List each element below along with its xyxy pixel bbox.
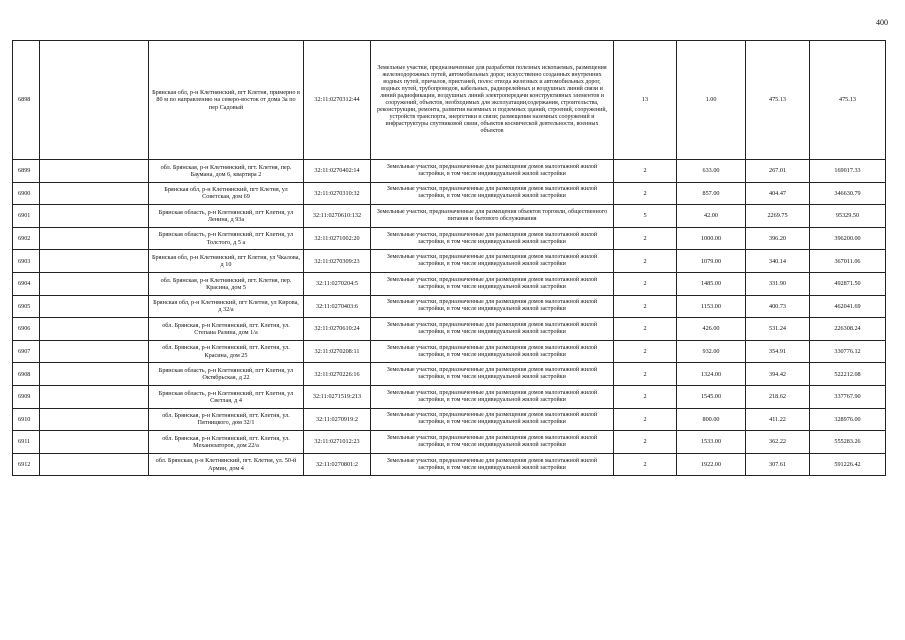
blank-cell <box>40 227 149 250</box>
cadastral-value-cell: 95329.50 <box>810 205 886 228</box>
land-use-cell: Земельные участки, предназначенные для разработки полезных ископаемых, размещения железнодорожных путей, автомобильных дорог, искусственно созданных внутренних водных путей, причалов, пристаней, полос отвода железных и автомобильных дорог, водных путей, трубопроводов, кабельных, радиорелейных и воздушных линий связи и линий радиофикации, воздушных линий электропередачи конструктивных элементов и сооружений, объектов, необходимых для эксплуатации,содержания, строительства, реконструкции, ремонта, развития наземных и подземных зданий, строений, сооружений, устройств транспорта, энергетики и связи; размещения наземных сооружений и инфраструктуры спутниковой связи, объектов космической деятельности, военных объектов <box>371 41 614 160</box>
row-number: 6902 <box>13 227 40 250</box>
land-use-cell: Земельные участки, предназначенные для размещения домов малоэтажной жилой застройки, в том числе индивидуальной жилой застройки <box>371 160 614 183</box>
group-cell: 2 <box>614 408 677 431</box>
address-cell: обл. Брянская, р-н Клетнянский, пгт. Клетня, ул. 50-й Армии, дом 4 <box>149 453 304 476</box>
row-number: 6912 <box>13 453 40 476</box>
table-row <box>13 363 886 386</box>
cadastral-number-cell: 32:11:0271012:23 <box>304 431 371 454</box>
group-cell: 2 <box>614 182 677 205</box>
row-number: 6909 <box>13 385 40 408</box>
land-use-cell: Земельные участки, предназначенные для размещения домов малоэтажной жилой застройки, в том числе индивидуальной жилой застройки <box>371 385 614 408</box>
group-cell: 2 <box>614 227 677 250</box>
table-row <box>13 431 886 454</box>
group-cell: 2 <box>614 431 677 454</box>
area-cell: 426.00 <box>677 318 746 341</box>
blank-cell <box>40 160 149 183</box>
address-cell: обл. Брянская, р-н Клетнянский, пгт. Клетня, ул. Механизаторов, дом 22/а <box>149 431 304 454</box>
cadastral-value-cell: 591226.42 <box>810 453 886 476</box>
cadastral-number-cell: 32:11:0270801:2 <box>304 453 371 476</box>
specific-value-cell: 411.22 <box>746 408 810 431</box>
specific-value-cell: 307.61 <box>746 453 810 476</box>
land-use-cell: Земельные участки, предназначенные для размещения домов малоэтажной жилой застройки, в том числе индивидуальной жилой застройки <box>371 272 614 295</box>
area-cell: 1.00 <box>677 41 746 160</box>
address-cell: Брянская обл, р-н Клетнянский, пгт Клетня, примерно в 80 м по направлению на северо-восток от дома 3а по пер Садовый <box>149 41 304 160</box>
land-use-cell: Земельные участки, предназначенные для размещения домов малоэтажной жилой застройки, в том числе индивидуальной жилой застройки <box>371 408 614 431</box>
specific-value-cell: 267.01 <box>746 160 810 183</box>
cadastral-value-cell: 226308.24 <box>810 318 886 341</box>
specific-value-cell: 531.24 <box>746 318 810 341</box>
table-row <box>13 453 886 476</box>
cadastral-value-cell: 367011.06 <box>810 250 886 273</box>
cadastral-number-cell: 32:11:0270309:23 <box>304 250 371 273</box>
specific-value-cell: 340.14 <box>746 250 810 273</box>
land-use-cell: Земельные участки, предназначенные для размещения объектов торговли, общественного питания и бытового обслуживания <box>371 205 614 228</box>
table-row <box>13 385 886 408</box>
row-number: 6901 <box>13 205 40 228</box>
cadastral-value-cell: 169017.33 <box>810 160 886 183</box>
cadastral-number-cell: 32:11:0270919:2 <box>304 408 371 431</box>
cadastral-number-cell: 32:11:0270204:5 <box>304 272 371 295</box>
area-cell: 1545.00 <box>677 385 746 408</box>
address-cell: Брянская обл, р-н Клетнянский, пгт Клетня, ул Чкалова, д 10 <box>149 250 304 273</box>
row-number: 6898 <box>13 41 40 160</box>
specific-value-cell: 218.62 <box>746 385 810 408</box>
land-cadastral-table <box>12 40 886 476</box>
area-cell: 1922.00 <box>677 453 746 476</box>
blank-cell <box>40 363 149 386</box>
table-row <box>13 295 886 318</box>
group-cell: 2 <box>614 250 677 273</box>
cadastral-number-cell: 32:11:0271002:20 <box>304 227 371 250</box>
area-cell: 1153.00 <box>677 295 746 318</box>
address-cell: обл. Брянская, р-н Клетнянский, пгт. Клетня, ул. Пятницкого, дом 32/1 <box>149 408 304 431</box>
cadastral-value-cell: 555283.26 <box>810 431 886 454</box>
row-number: 6910 <box>13 408 40 431</box>
group-cell: 2 <box>614 453 677 476</box>
land-use-cell: Земельные участки, предназначенные для размещения домов малоэтажной жилой застройки, в том числе индивидуальной жилой застройки <box>371 227 614 250</box>
area-cell: 857.00 <box>677 182 746 205</box>
address-cell: Брянская обл, р-н Клетнянский, пгт Клетня, ул Советская, дом 69 <box>149 182 304 205</box>
address-cell: Брянская область, р-н Клетнянский, пгт Клетня, ул Ленина, д 93а <box>149 205 304 228</box>
cadastral-number-cell: 32:11:0270402:14 <box>304 160 371 183</box>
group-cell: 2 <box>614 295 677 318</box>
area-cell: 1079.00 <box>677 250 746 273</box>
table-row <box>13 340 886 363</box>
cadastral-value-cell: 462041.69 <box>810 295 886 318</box>
cadastral-value-cell: 396200.00 <box>810 227 886 250</box>
blank-cell <box>40 272 149 295</box>
group-cell: 2 <box>614 318 677 341</box>
table-row <box>13 160 886 183</box>
specific-value-cell: 394.42 <box>746 363 810 386</box>
blank-cell <box>40 318 149 341</box>
address-cell: Брянская область, р-н Клетнянский, пгт Клетня, ул Толстого, д 5 а <box>149 227 304 250</box>
row-number: 6911 <box>13 431 40 454</box>
land-use-cell: Земельные участки, предназначенные для размещения домов малоэтажной жилой застройки, в том числе индивидуальной жилой застройки <box>371 453 614 476</box>
land-use-cell: Земельные участки, предназначенные для размещения домов малоэтажной жилой застройки, в том числе индивидуальной жилой застройки <box>371 431 614 454</box>
blank-cell <box>40 41 149 160</box>
address-cell: Брянская область, р-н Клетнянский, пгт Клетня, ул Октябрьская, д 22 <box>149 363 304 386</box>
table-row <box>13 318 886 341</box>
row-number: 6899 <box>13 160 40 183</box>
cadastral-value-cell: 330776.12 <box>810 340 886 363</box>
cadastral-value-cell: 492871.50 <box>810 272 886 295</box>
table-row <box>13 408 886 431</box>
address-cell: Брянская область, р-н Клетнянский, пгт Клетня, ул Светлая, д 4 <box>149 385 304 408</box>
land-use-cell: Земельные участки, предназначенные для размещения домов малоэтажной жилой застройки, в том числе индивидуальной жилой застройки <box>371 250 614 273</box>
specific-value-cell: 362.22 <box>746 431 810 454</box>
page-number: 400 <box>876 18 888 27</box>
group-cell: 2 <box>614 385 677 408</box>
area-cell: 932.00 <box>677 340 746 363</box>
row-number: 6906 <box>13 318 40 341</box>
row-number: 6903 <box>13 250 40 273</box>
cadastral-value-cell: 328976.00 <box>810 408 886 431</box>
land-use-cell: Земельные участки, предназначенные для размещения домов малоэтажной жилой застройки, в том числе индивидуальной жилой застройки <box>371 318 614 341</box>
cadastral-value-cell: 346630.79 <box>810 182 886 205</box>
land-use-cell: Земельные участки, предназначенные для размещения домов малоэтажной жилой застройки, в том числе индивидуальной жилой застройки <box>371 295 614 318</box>
cadastral-value-cell: 337767.90 <box>810 385 886 408</box>
area-cell: 1485.00 <box>677 272 746 295</box>
area-cell: 800.00 <box>677 408 746 431</box>
cadastral-number-cell: 32:11:0270403:6 <box>304 295 371 318</box>
row-number: 6900 <box>13 182 40 205</box>
table-row <box>13 272 886 295</box>
group-cell: 2 <box>614 272 677 295</box>
specific-value-cell: 2269.75 <box>746 205 810 228</box>
land-use-cell: Земельные участки, предназначенные для размещения домов малоэтажной жилой застройки, в том числе индивидуальной жилой застройки <box>371 363 614 386</box>
row-number: 6904 <box>13 272 40 295</box>
group-cell: 2 <box>614 160 677 183</box>
row-number: 6905 <box>13 295 40 318</box>
table-row <box>13 41 886 160</box>
specific-value-cell: 331.90 <box>746 272 810 295</box>
blank-cell <box>40 205 149 228</box>
group-cell: 5 <box>614 205 677 228</box>
table-row <box>13 227 886 250</box>
area-cell: 1000.00 <box>677 227 746 250</box>
blank-cell <box>40 295 149 318</box>
address-cell: обл. Брянская, р-н Клетнянский, пгт. Клетня, ул. Красина, дом 25 <box>149 340 304 363</box>
cadastral-number-cell: 32:11:0271519:213 <box>304 385 371 408</box>
specific-value-cell: 354.91 <box>746 340 810 363</box>
address-cell: обл. Брянская, р-н Клетнянский, пгт. Клетня, пер. Красина, дом 5 <box>149 272 304 295</box>
blank-cell <box>40 453 149 476</box>
address-cell: обл. Брянская, р-н Клетнянский, пгт. Клетня, пер. Баумана, дом 6, квартира 2 <box>149 160 304 183</box>
area-cell: 633.00 <box>677 160 746 183</box>
blank-cell <box>40 182 149 205</box>
cadastral-number-cell: 32:11:0270610:24 <box>304 318 371 341</box>
address-cell: обл. Брянская, р-н Клетнянский, пгт. Клетня, ул. Степана Разина, дом 1/а <box>149 318 304 341</box>
blank-cell <box>40 408 149 431</box>
row-number: 6908 <box>13 363 40 386</box>
group-cell: 2 <box>614 340 677 363</box>
table-row <box>13 205 886 228</box>
blank-cell <box>40 250 149 273</box>
specific-value-cell: 475.13 <box>746 41 810 160</box>
blank-cell <box>40 431 149 454</box>
cadastral-number-cell: 32:11:0270310:32 <box>304 182 371 205</box>
specific-value-cell: 396.20 <box>746 227 810 250</box>
land-use-cell: Земельные участки, предназначенные для размещения домов малоэтажной жилой застройки, в том числе индивидуальной жилой застройки <box>371 340 614 363</box>
cadastral-number-cell: 32:11:0270208:11 <box>304 340 371 363</box>
area-cell: 42.00 <box>677 205 746 228</box>
cadastral-value-cell: 522212.08 <box>810 363 886 386</box>
group-cell: 2 <box>614 363 677 386</box>
cadastral-value-cell: 475.13 <box>810 41 886 160</box>
specific-value-cell: 400.73 <box>746 295 810 318</box>
address-cell: Брянская обл, р-н Клетнянский, пгт Клетня, ул Кирова, д 32/а <box>149 295 304 318</box>
cadastral-number-cell: 32:11:0270312:44 <box>304 41 371 160</box>
table-row <box>13 182 886 205</box>
row-number: 6907 <box>13 340 40 363</box>
area-cell: 1533.00 <box>677 431 746 454</box>
blank-cell <box>40 385 149 408</box>
table-row <box>13 250 886 273</box>
land-use-cell: Земельные участки, предназначенные для размещения домов малоэтажной жилой застройки, в том числе индивидуальной жилой застройки <box>371 182 614 205</box>
area-cell: 1324.00 <box>677 363 746 386</box>
group-cell: 13 <box>614 41 677 160</box>
specific-value-cell: 404.47 <box>746 182 810 205</box>
cadastral-number-cell: 32:11:0270226:16 <box>304 363 371 386</box>
cadastral-number-cell: 32:11:0270610:132 <box>304 205 371 228</box>
blank-cell <box>40 340 149 363</box>
